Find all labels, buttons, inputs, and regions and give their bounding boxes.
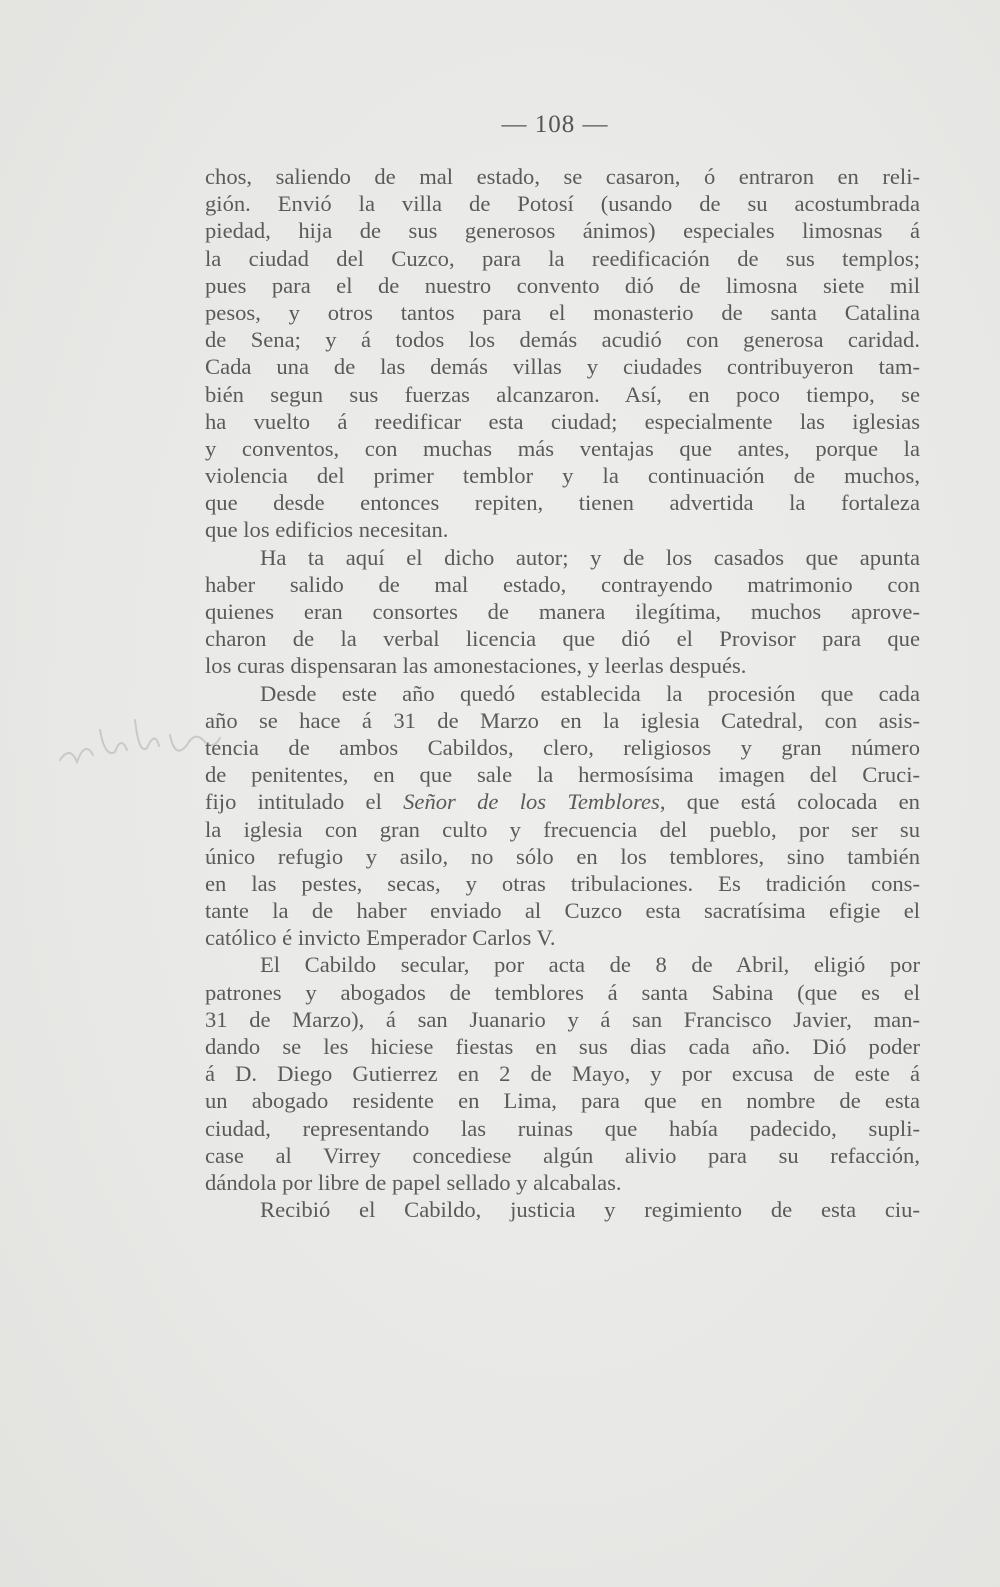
text-segment: un abogado residente en Lima, para que en nombre de esta [205,1088,920,1114]
text-line [205,979,920,1006]
text-segment: tencia de ambos Cabildos, clero, religiosos y gran número [205,734,920,760]
text-segment: que desde entonces repiten, tienen advertida la fortaleza [205,490,920,516]
text-line [205,1115,920,1142]
text-line [205,816,920,843]
text-segment: haber salido de mal estado, contrayendo matrimonio con [205,571,920,597]
text-line [205,652,920,679]
text-line [205,924,920,951]
text-segment: 31 de Marzo), á san Juanario y á san Francisco Javier, man- [205,1006,920,1032]
text-line [205,353,920,380]
text-segment: y conventos, con muchas más ventajas que antes, porque la [205,435,920,461]
text-line [205,544,920,571]
text-line [205,707,920,734]
text-segment: case al Virrey concediese algún alivio para su refacción, [205,1142,920,1168]
text-segment: á D. Diego Gutierrez en 2 de Mayo, y por excusa de este á [205,1061,920,1087]
text-segment: El Cabildo secular, por acta de 8 de Abril, eligió por [260,952,920,978]
text-segment: Cada una de las demás villas y ciudades contribuyeron tam- [205,354,920,380]
text-line [205,1169,920,1196]
text-segment: año se hace á 31 de Marzo en la iglesia Catedral, con asis- [205,707,920,733]
text-segment: la ciudad del Cuzco, para la reedificación de sus templos; [205,245,920,271]
text-line [205,516,920,543]
text-line [205,190,920,217]
text-line [205,245,920,272]
text-segment: quienes eran consortes de manera ilegítima, muchos aprove- [205,599,920,624]
text-line [205,1060,920,1087]
text-segment: tante la de haber enviado al Cuzco esta sacratísima efigie el [205,898,920,924]
text-segment: único refugio y asilo, no sólo en los temblores, sino también [205,843,920,869]
text-line [205,217,920,244]
text-line [205,272,920,299]
text-line [205,870,920,897]
text-segment: la iglesia con gran culto y frecuencia del pueblo, por ser su [205,816,920,842]
handwritten-marginal-note [55,700,225,780]
text-line [205,734,920,761]
text-line [205,625,920,652]
text-segment: bién segun sus fuerzas alcanzaron. Así, en poco tiempo, se [205,381,920,407]
text-segment: chos, saliendo de mal estado, se casaron, ó entraron en reli- [205,164,920,189]
text-segment: dándola por libre de papel sellado y alcabalas. [205,1169,622,1195]
text-segment: charon de la verbal licencia que dió el Provisor para que [205,626,920,652]
italic-phrase: Señor de los Temblores [403,789,660,815]
text-segment: ciudad, representando las ruinas que había padecido, supli- [205,1115,920,1141]
text-segment: los curas dispensaran las amonestaciones, y leerlas después. [205,653,747,679]
text-segment: católico é invicto Emperador Carlos V. [205,925,556,951]
text-line [205,761,920,788]
text-line [205,1006,920,1033]
text-segment: patrones y abogados de temblores á santa Sabina (que es el [205,979,920,1005]
text-segment: violencia del primer temblor y la continuación de muchos, [205,463,920,489]
text-line [205,299,920,326]
text-line [205,1033,920,1060]
body-text [205,163,920,1223]
text-line [205,1142,920,1169]
text-segment: que los edificios necesitan. [205,517,449,543]
text-segment: de penitentes, en que sale la hermosísima imagen del Cruci- [205,762,920,788]
text-segment: Ha ta aquí el dicho autor; y de los casados que apunta [260,544,920,570]
text-line [205,788,920,815]
text-line [205,462,920,489]
text-line [205,598,920,625]
text-segment: gión. Envió la villa de Potosí (usando de su acostumbrada [205,191,920,217]
text-line [205,897,920,924]
text-line [205,843,920,870]
text-line [205,435,920,462]
text-line [205,571,920,598]
page-number: — 108 — [501,111,609,138]
text-segment: pues para el de nuestro convento dió de limosna siete mil [205,272,920,298]
text-segment: de Sena; y á todos los demás acudió con generosa caridad. [205,327,920,353]
text-line [205,408,920,435]
text-line [205,381,920,408]
text-segment: ha vuelto á reedificar esta ciudad; especialmente las iglesias [205,408,920,434]
text-line [205,680,920,707]
text-segment: Recibió el Cabildo, justicia y regimiento de esta ciu- [260,1197,920,1223]
text-segment: Desde este año quedó establecida la procesión que cada [260,680,920,706]
text-line [205,1087,920,1114]
text-line [205,326,920,353]
text-segment: dando se les hiciese fiestas en sus dias cada año. Dió poder [205,1034,920,1059]
text-line [205,489,920,516]
text-line [205,1196,920,1223]
text-segment: pesos, y otros tantos para el monasterio de santa Catalina [205,299,920,325]
text-line [205,951,920,978]
text-segment: fijo intitulado el [205,789,404,815]
text-segment: en las pestes, secas, y otras tribulaciones. Es tradición cons- [205,870,920,896]
text-segment: piedad, hija de sus generosos ánimos) especiales limosnas á [205,218,920,244]
text-segment: , que está colocada en [659,789,920,815]
text-line [205,163,920,190]
